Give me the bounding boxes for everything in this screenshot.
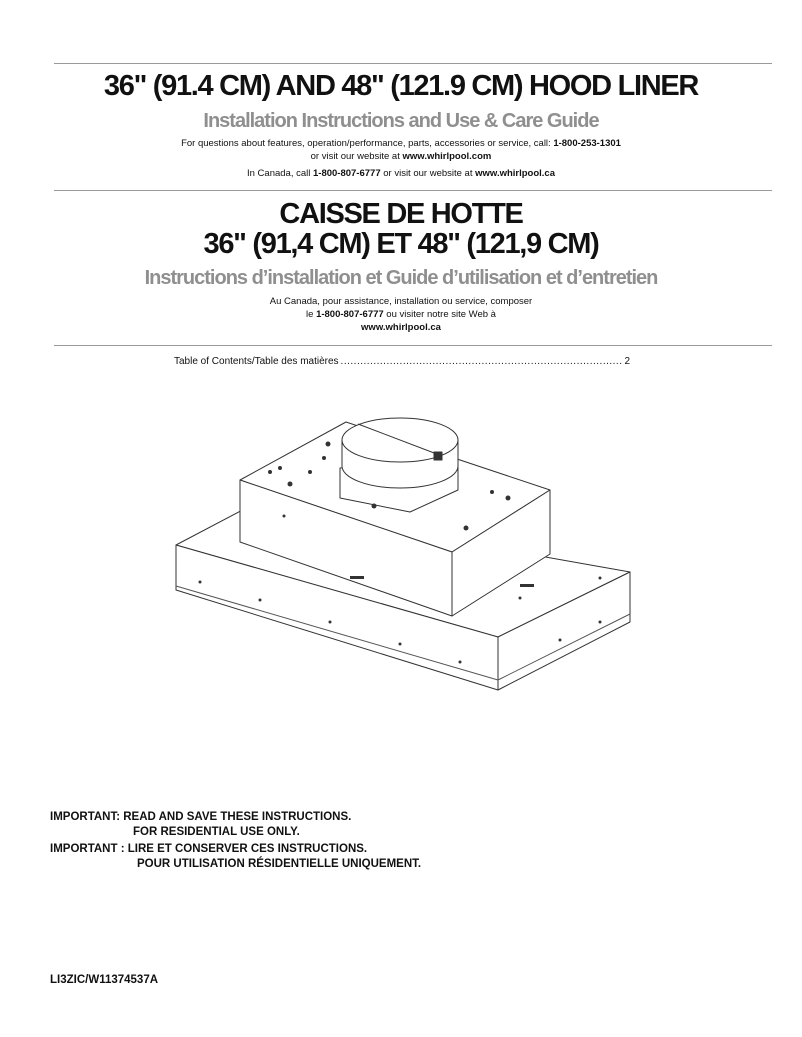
toc-label: Table of Contents/Table des matières xyxy=(174,356,339,367)
important-line-4: POUR UTILISATION RÉSIDENTIELLE UNIQUEMENT. xyxy=(137,858,422,870)
fr-contact-line-2-text-a: le xyxy=(306,309,317,320)
contact-line-3-text-b: or visit our website at xyxy=(380,168,476,179)
fr-contact-line-2 xyxy=(0,309,802,320)
top-rule xyxy=(54,63,772,64)
table-of-contents-entry[interactable] xyxy=(174,356,630,367)
important-line-3: IMPORTANT : LIRE ET CONSERVER CES INSTRUCTIONS. xyxy=(50,843,368,855)
phone-number-us: 1-800-253-1301 xyxy=(553,138,621,149)
fr-contact-line-1: Au Canada, pour assistance, installation ou service, composer xyxy=(269,296,533,307)
contact-line-3-text-a: In Canada, call xyxy=(246,168,313,179)
toc-page-number: 2 xyxy=(624,356,630,367)
phone-number-canada: 1-800-807-6777 xyxy=(313,168,381,179)
website-link-com[interactable]: www.whirlpool.com xyxy=(402,151,492,162)
hood-liner-illustration xyxy=(160,400,640,700)
contact-line-3 xyxy=(0,168,802,179)
contact-line-1-text: For questions about features, operation/performance, parts, accessories or service, call: xyxy=(181,138,554,149)
fr-contact-line-2-text-b: ou visiter notre site Web à xyxy=(383,309,496,320)
page-subtitle-fr: Instructions d’installation et Guide d’utilisation et d’entretien xyxy=(144,267,658,289)
lower-rule xyxy=(54,345,772,346)
contact-line-1 xyxy=(0,138,802,149)
middle-rule xyxy=(54,190,772,191)
toc-leader-dots xyxy=(341,356,623,367)
page-title-fr-line1: CAISSE DE HOTTE xyxy=(279,198,523,230)
document-number: LI3ZIC/W11374537A xyxy=(50,974,159,986)
contact-line-2 xyxy=(0,151,802,162)
important-line-1: IMPORTANT: READ AND SAVE THESE INSTRUCTIONS. xyxy=(50,811,352,823)
page-title-en: 36" (91.4 CM) AND 48" (121.9 CM) HOOD LINER xyxy=(103,70,699,102)
page-title-fr-line2: 36" (91,4 CM) ET 48" (121,9 CM) xyxy=(203,228,599,260)
website-link-ca[interactable]: www.whirlpool.ca xyxy=(475,168,556,179)
page-subtitle-en: Installation Instructions and Use & Care Guide xyxy=(203,110,599,132)
important-line-2: FOR RESIDENTIAL USE ONLY. xyxy=(133,826,300,838)
contact-line-2-text: or visit our website at xyxy=(310,151,403,162)
fr-website-link[interactable]: www.whirlpool.ca xyxy=(361,322,441,333)
fr-phone-number: 1-800-807-6777 xyxy=(316,309,384,320)
